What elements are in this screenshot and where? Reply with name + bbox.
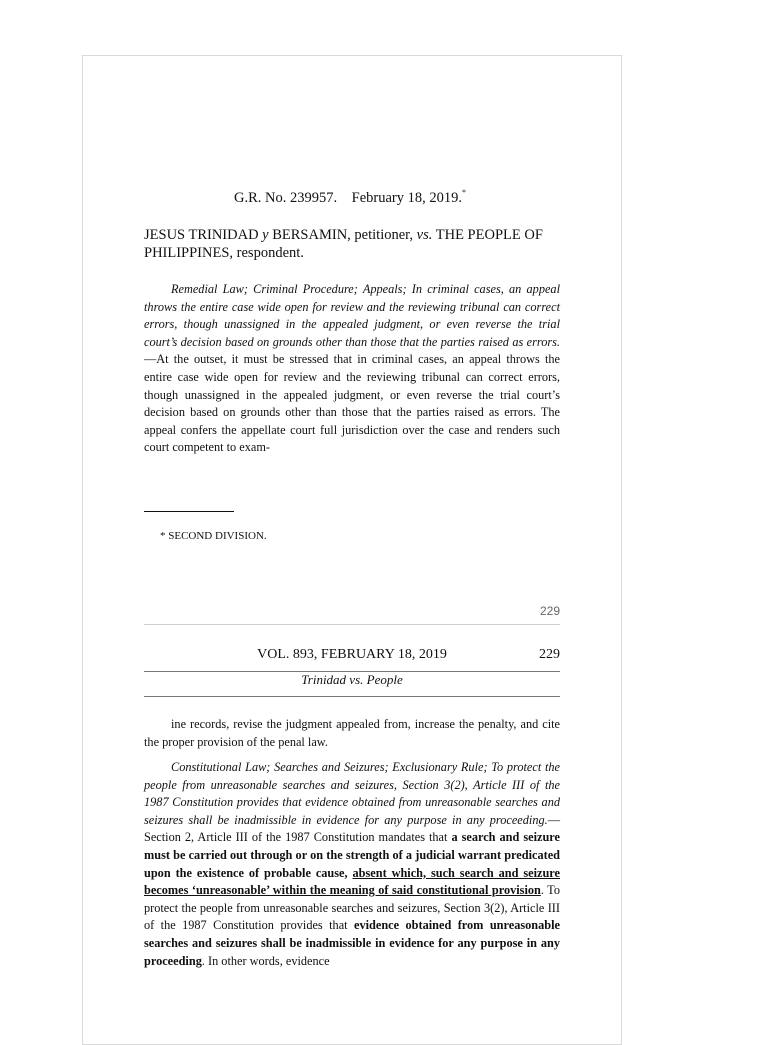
syllabus-2-body-3: . In other words, evidence: [201, 953, 330, 968]
footnote-marker: *: [461, 188, 466, 197]
syllabus-1-heading: Remedial Law; Criminal Procedure; Appeals; In criminal cases, an appeal throws the entire case wide open for review and the reviewing tribunal can correct errors, though unassigned in the appealed judgment, or even reverse the trial court’s decision based on grounds other than those that the parties raised as errors.: [144, 282, 560, 349]
footnote: * SECOND DIVISION.: [160, 530, 267, 542]
petitioner-role: , petitioner,: [347, 227, 414, 243]
syllabus-2-heading: Constitutional Law; Searches and Seizures; Exclusionary Rule; To protect the people from unreasonable searches and seizures, Section 3(2), Article III of the 1987 Constitution provides that evidence obtained from unreasonable searches and seizures shall be inadmissible in evidence for any purpose in any proceeding.: [144, 760, 560, 827]
petitioner-name: JESUS TRINIDAD: [144, 227, 259, 243]
syllabus-2-bold-1: a search and seizure must be carried out through or on the strength of a judicial warrant predicated upon the existence of probable cause,: [144, 830, 560, 880]
petitioner-y: y: [262, 227, 269, 243]
syllabus-paragraph-2: [144, 759, 560, 970]
syllabus-2-body-2: . To protect the people from unreasonable searches and seizures, Section 3(2), Article III of the 1987 Constitution provides that: [144, 883, 560, 933]
short-title: Trinidad vs. People: [301, 672, 403, 687]
case-number: G.R. No. 239957.: [234, 190, 338, 206]
footnote-divider: [144, 511, 234, 512]
respondent-role: , respondent.: [229, 245, 304, 261]
case-date: February 18, 2019.: [351, 190, 462, 206]
syllabus-paragraph-1: [144, 281, 560, 457]
syllabus-2-bold-2: evidence obtained from unreasonable searches and seizures shall be inadmissible in evidence for any purpose in any proceeding: [144, 918, 560, 968]
petitioner-surname: BERSAMIN: [272, 227, 348, 243]
case-header: [140, 190, 560, 207]
running-head-rule-bottom: [144, 696, 560, 697]
continuation-paragraph: ine records, revise the judgment appealed from, increase the penalty, and cite the proper provision of the penal law.: [144, 717, 560, 749]
running-head-page: 229: [539, 647, 560, 662]
page-separator: [144, 624, 560, 625]
page-number: 229: [539, 604, 560, 618]
syllabus-1-body: —At the outset, it must be stressed that in criminal cases, an appeal throws the entire case wide open for review and the reviewing tribunal can correct errors, though unassigned in the appealed judgment, or even reverse the trial court’s decision based on grounds other than those that the parties raised as errors. The appeal confers the appellate court full jurisdiction over the case and renders such court competent to exam-: [144, 352, 560, 455]
versus: vs.: [416, 227, 433, 243]
case-parties: [144, 226, 560, 262]
syllabus-2-body-1: —Section 2, Article III of the 1987 Constitution mandates that: [144, 812, 560, 845]
syllabus-2-bold-underline: absent which, such search and seizure becomes ‘unreasonable’ within the meaning of said constitutional provision: [144, 865, 560, 898]
volume-label: VOL. 893, FEBRUARY 18, 2019: [257, 647, 447, 662]
respondent-name: THE PEOPLE OF PHILIPPINES: [144, 227, 543, 261]
